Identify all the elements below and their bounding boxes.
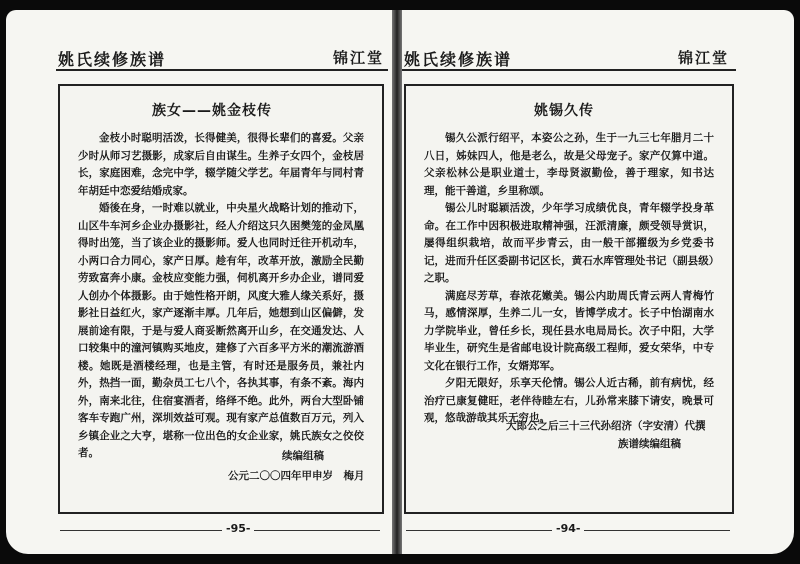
right-paragraph: 锡久公派行绍平，本姿公之孙，生于一九三七年腊月二十八日，姊妹四人，他是老么，故是父母宠子。家产仅算中道。父亲松林公是职业道士，李母贤淑勤俭，善于理家，知书达理，能干善道，乡里称颂。 xyxy=(424,132,714,197)
right-paragraph: 满庭尽芳草，春浓花嫩美。锡公内助周氏青云两人青梅竹马，感情深厚，生养二儿一女，皆博学成才。长子中怡湖南水力学院毕业，曾任乡长，现任县水电局局长。次子中阳，大学毕业生，研究生是省邮电设计院高级工程师，爱女荣华，中专文化在银行工作，女婿郑军。 xyxy=(424,289,714,372)
left-article-frame xyxy=(58,84,384,514)
left-date: 公元二〇〇四年甲申岁 梅月 xyxy=(228,470,365,482)
left-paragraph: 金枝小时聪明活泼，长得健美，很得长辈们的喜爱。父亲少时从师习艺摄影，成家后自由谋生。生养子女四个，金枝居长，家庭困难，念完中学，辍学随父学艺。年届青年与同村青年胡廷中恋爱结婚成家。 xyxy=(78,132,364,197)
right-paragraph: 夕阳无限好，乐享天伦情。锡公人近古稀，前有病忧，经治疗已康复健旺，老伴待睦左右，儿孙常来膝下请安，晚景可观，悠哉游哉其乐无穷也。 xyxy=(424,377,714,424)
right-signature-group: 族谱续编组稿 xyxy=(618,438,681,450)
right-article-body xyxy=(424,130,714,428)
right-paragraph: 锡公儿时聪颖活泼，少年学习成绩优良，青年辍学投身革命。在工作中因积极进取精神强，汪派清廉，颇受领导赏识，屡得组织栽培，故而平步青云，由一般干部擢级为乡党委书记，进而升任区委副书记区长，黄石水库管理处书记（副县级）之职。 xyxy=(424,202,714,284)
left-article-body xyxy=(78,130,364,463)
left-header-hall: 锦江堂 xyxy=(333,49,385,67)
left-page-number: -95- xyxy=(222,522,254,535)
right-signature-author: 大郎公之后三十三代孙绍济（字安清）代撰 xyxy=(506,420,706,432)
left-header-title: 姚氏续修族谱 xyxy=(58,50,167,69)
right-article-title: 姚锡久传 xyxy=(534,103,594,119)
right-article-frame xyxy=(404,84,734,514)
left-footer-rule xyxy=(60,530,380,531)
left-signature: 续编组稿 xyxy=(282,450,324,462)
right-header-hall: 锦江堂 xyxy=(678,49,730,67)
left-article-title: 族女——姚金枝传 xyxy=(152,103,272,119)
right-header-rule xyxy=(402,69,736,71)
right-header-title: 姚氏续修族谱 xyxy=(404,50,513,69)
left-header-rule xyxy=(56,69,388,71)
right-page-number: -94- xyxy=(552,522,584,535)
left-paragraph: 婚後在身，一时难以就业，中央星火战略计划的推动下，山区牛车河乡企业办摄影社，经人介绍这只久困樊笼的金凤凰得时出笼，当了该企业的摄影师。爱人也同时迁往开机动车，小两口合力同心，家产日厚。趁有年，改革开放，激励全民勤劳致富奔小康。金枝应变能力强，伺机离开乡办企业，谱同爱人创办个体摄影。由于她性格开朗，风度大雅人缘关系好，摄影社日益红火，家产逐渐丰厚。几年后，她想到山区偏僻，发展前途有限，于是与爱人商妥断然离开山乡，在交通发达、人口较集中的潼河镇购买地皮，建修了六百多平方米的潮流游酒楼。她既是酒楼经理，也是主管，有时还是服务员，兼社内外，热挡一面，勤杂员工七八个，各执其事，有条不紊。海内外，南来北往，住宿宴酒者，络绎不绝。此外，两台大型卧铺客车专跑广州，深圳效益可观。现有家产总值数百万元，列入乡镇企业之大亨，堪称一位出色的女企业家，姚氏族女之佼佼者。 xyxy=(78,202,364,459)
book-gutter xyxy=(392,10,402,554)
